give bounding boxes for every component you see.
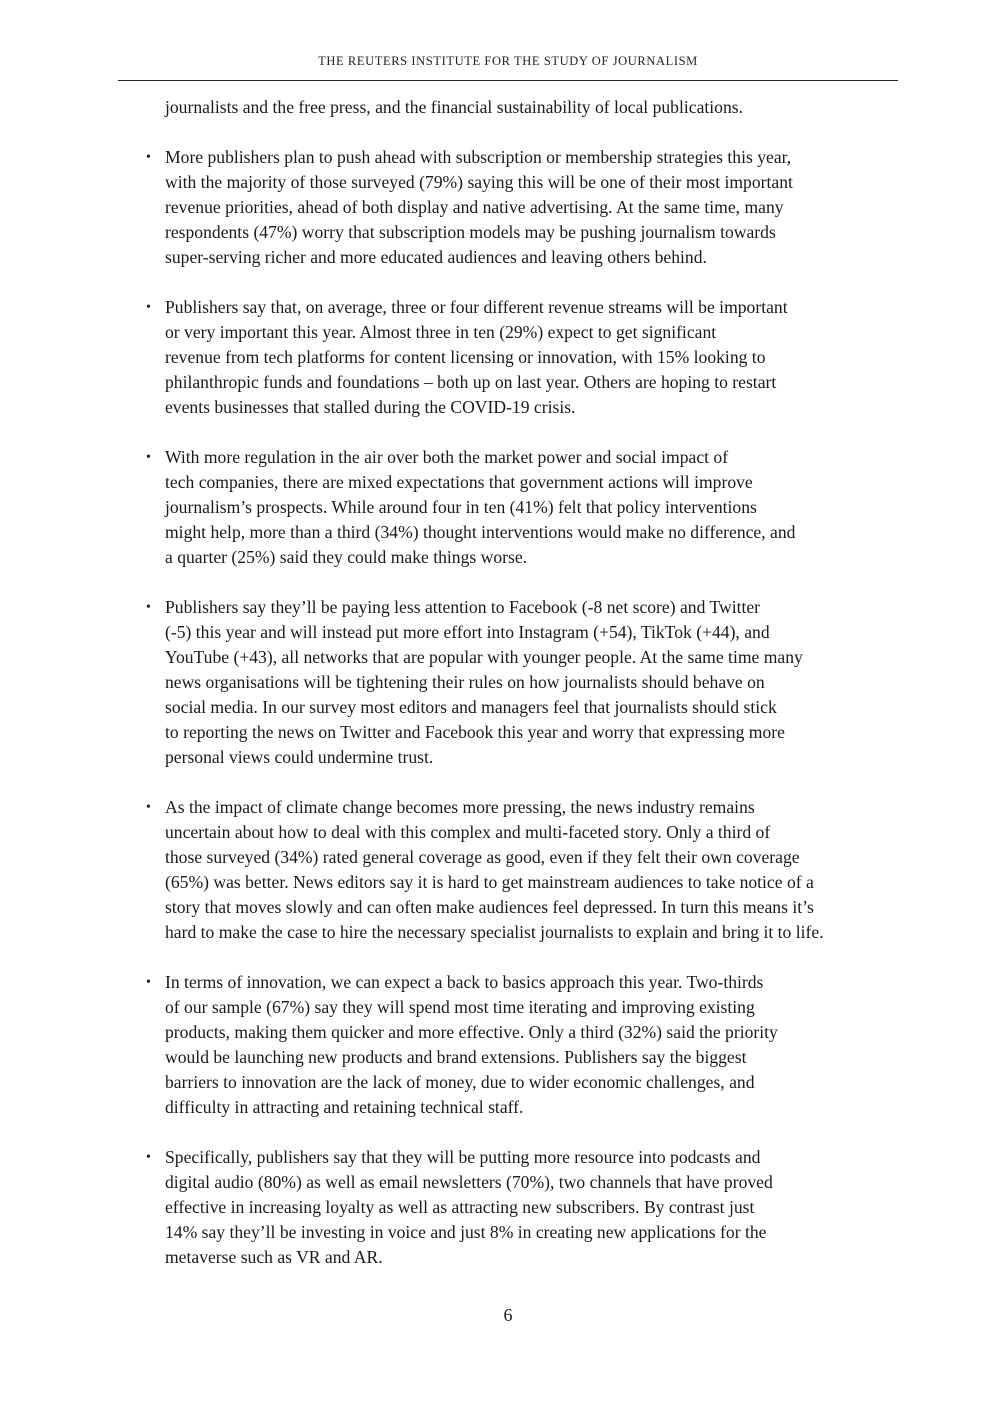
text-line: revenue priorities, ahead of both display and native advertising. At the same time, many: [165, 197, 784, 217]
text-line: uncertain about how to deal with this complex and multi-faceted story. Only a third of: [165, 822, 771, 842]
text-line: philanthropic funds and foundations – both up on last year. Others are hoping to restart: [165, 372, 777, 392]
text-line: or very important this year. Almost three in ten (29%) expect to get significant: [165, 322, 717, 342]
bullet-icon: •: [146, 800, 151, 815]
text-line: personal views could undermine trust.: [165, 747, 434, 767]
intro-paragraph: [165, 95, 900, 120]
header-rule: [118, 80, 898, 81]
text-line: journalism’s prospects. While around four in ten (41%) felt that policy interventions: [165, 497, 757, 517]
text-line: respondents (47%) worry that subscription models may be pushing journalism towards: [165, 222, 776, 242]
bullet-item: [146, 145, 900, 270]
text-line: might help, more than a third (34%) thought interventions would make no difference, and: [165, 522, 796, 542]
text-line: YouTube (+43), all networks that are popular with younger people. At the same time many: [165, 647, 803, 667]
running-header: THE REUTERS INSTITUTE FOR THE STUDY OF JOURNALISM: [318, 54, 698, 68]
text-line: story that moves slowly and can often make audiences feel depressed. In turn this means it’s: [165, 897, 814, 917]
text-line: to reporting the news on Twitter and Facebook this year and worry that expressing more: [165, 722, 785, 742]
text-line: Specifically, publishers say that they will be putting more resource into podcasts and: [165, 1147, 761, 1167]
text-line: More publishers plan to push ahead with subscription or membership strategies this year,: [165, 147, 792, 167]
bullet-icon: •: [146, 150, 151, 165]
key-findings-list: [146, 145, 900, 1270]
text-line: super-serving richer and more educated audiences and leaving others behind.: [165, 247, 707, 267]
bullet-item: [146, 970, 900, 1120]
text-line: tech companies, there are mixed expectations that government actions will improve: [165, 472, 753, 492]
text-line: With more regulation in the air over both the market power and social impact of: [165, 447, 729, 467]
text-line: those surveyed (34%) rated general coverage as good, even if they felt their own coverage: [165, 847, 800, 867]
bullet-item: [146, 1145, 900, 1270]
text-line: As the impact of climate change becomes more pressing, the news industry remains: [165, 797, 755, 817]
text-line: with the majority of those surveyed (79%) saying this will be one of their most important: [165, 172, 793, 192]
text-line: Publishers say that, on average, three or four different revenue streams will be important: [165, 297, 788, 317]
text-line: a quarter (25%) said they could make things worse.: [165, 547, 528, 567]
page-body: [146, 95, 900, 1295]
bullet-icon: •: [146, 975, 151, 990]
text-line: products, making them quicker and more effective. Only a third (32%) said the priority: [165, 1022, 778, 1042]
bullet-icon: •: [146, 1150, 151, 1165]
text-line: metaverse such as VR and AR.: [165, 1247, 383, 1267]
bullet-item: [146, 295, 900, 420]
bullet-item: [146, 795, 900, 945]
bullet-icon: •: [146, 600, 151, 615]
bullet-item: [146, 445, 900, 570]
bullet-icon: •: [146, 450, 151, 465]
text-line: hard to make the case to hire the necessary specialist journalists to explain and bring it to life.: [165, 922, 824, 942]
text-line: difficulty in attracting and retaining technical staff.: [165, 1097, 524, 1117]
text-line: social media. In our survey most editors and managers feel that journalists should stick: [165, 697, 777, 717]
text-line: barriers to innovation are the lack of money, due to wider economic challenges, and: [165, 1072, 755, 1092]
text-line: Publishers say they’ll be paying less attention to Facebook (-8 net score) and Twitter: [165, 597, 761, 617]
text-line: journalists and the free press, and the financial sustainability of local publications.: [165, 97, 743, 117]
text-line: digital audio (80%) as well as email newsletters (70%), two channels that have proved: [165, 1172, 773, 1192]
text-line: events businesses that stalled during the COVID-19 crisis.: [165, 397, 576, 417]
text-line: (-5) this year and will instead put more effort into Instagram (+54), TikTok (+44), and: [165, 622, 770, 642]
text-line: news organisations will be tightening their rules on how journalists should behave on: [165, 672, 765, 692]
text-line: of our sample (67%) say they will spend most time iterating and improving existing: [165, 997, 755, 1017]
text-line: (65%) was better. News editors say it is hard to get mainstream audiences to take notice of a: [165, 872, 814, 892]
text-line: In terms of innovation, we can expect a back to basics approach this year. Two-thirds: [165, 972, 764, 992]
text-line: effective in increasing loyalty as well as attracting new subscribers. By contrast just: [165, 1197, 755, 1217]
page-number: 6: [503, 1305, 513, 1325]
bullet-icon: •: [146, 300, 151, 315]
text-line: 14% say they’ll be investing in voice and just 8% in creating new applications for the: [165, 1222, 767, 1242]
text-line: would be launching new products and brand extensions. Publishers say the biggest: [165, 1047, 747, 1067]
bullet-item: [146, 595, 900, 770]
text-line: revenue from tech platforms for content licensing or innovation, with 15% looking to: [165, 347, 766, 367]
